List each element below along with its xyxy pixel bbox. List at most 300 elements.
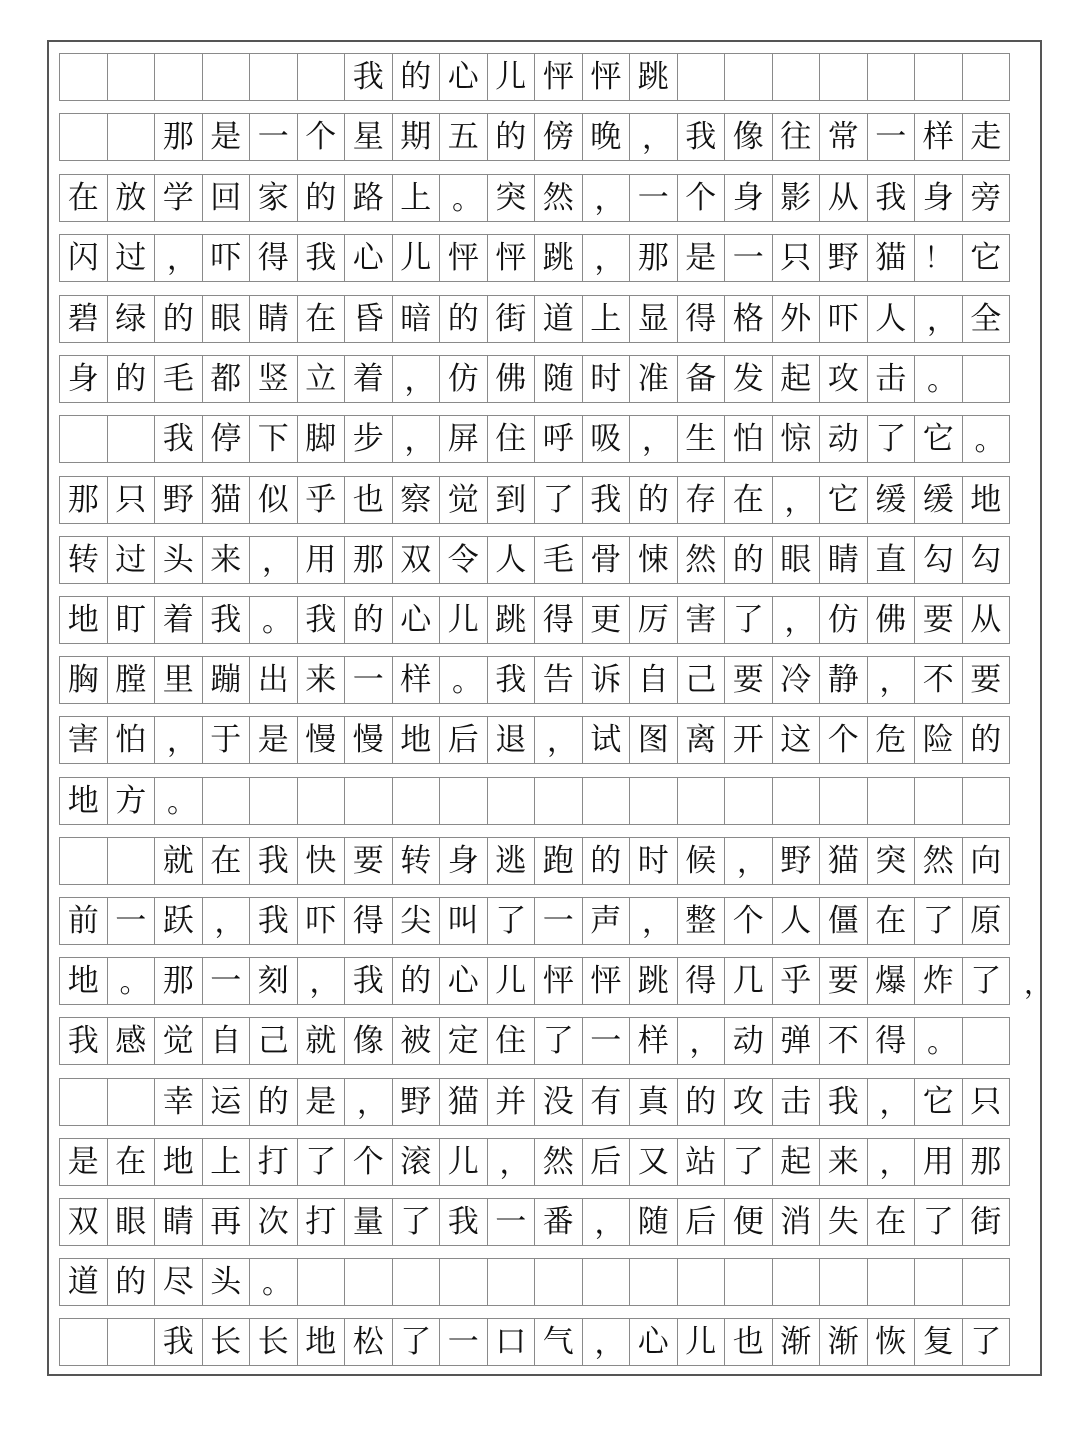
grid-cell: 有 bbox=[583, 1079, 631, 1125]
grid-cell: ， bbox=[630, 416, 678, 462]
grid-cell bbox=[488, 778, 536, 824]
grid-cell: 的 bbox=[725, 537, 773, 583]
grid-cell: 放 bbox=[108, 175, 156, 221]
grid-row bbox=[59, 234, 1010, 282]
grid-cell: 离 bbox=[678, 717, 726, 763]
grid-cell: ， bbox=[203, 898, 251, 944]
grid-cell: 头 bbox=[203, 1259, 251, 1305]
grid-cell: 的 bbox=[393, 958, 441, 1004]
grid-cell: 运 bbox=[203, 1079, 251, 1125]
grid-cell: 觉 bbox=[440, 477, 488, 523]
grid-cell: 逃 bbox=[488, 838, 536, 884]
grid-cell: 猫 bbox=[440, 1079, 488, 1125]
grid-cell: ， bbox=[298, 958, 346, 1004]
grid-cell: 影 bbox=[773, 175, 821, 221]
grid-cell: 心 bbox=[630, 1319, 678, 1365]
grid-cell: 脚 bbox=[298, 416, 346, 462]
grid-cell: 然 bbox=[535, 175, 583, 221]
grid-cell: 跳 bbox=[488, 597, 536, 643]
grid-cell: 转 bbox=[393, 838, 441, 884]
grid-cell: 打 bbox=[250, 1139, 298, 1185]
grid-cell: 了 bbox=[393, 1199, 441, 1245]
grid-cell: ， bbox=[583, 175, 631, 221]
grid-cell: 人 bbox=[488, 537, 536, 583]
grid-cell: 上 bbox=[583, 296, 631, 342]
grid-cell: 立 bbox=[298, 356, 346, 402]
grid-cell: 眼 bbox=[773, 537, 821, 583]
grid-cell: 番 bbox=[535, 1199, 583, 1245]
grid-cell bbox=[203, 54, 251, 100]
grid-cell: 怦 bbox=[488, 235, 536, 281]
grid-cell: 一 bbox=[250, 114, 298, 160]
grid-cell: 怕 bbox=[108, 717, 156, 763]
grid-cell: 走 bbox=[963, 114, 1011, 160]
grid-cell: 呼 bbox=[535, 416, 583, 462]
grid-cell: 令 bbox=[440, 537, 488, 583]
grid-cell: 旁 bbox=[963, 175, 1011, 221]
grid-cell: 全 bbox=[963, 296, 1011, 342]
grid-cell: 险 bbox=[915, 717, 963, 763]
grid-cell: 这 bbox=[773, 717, 821, 763]
grid-cell: ， bbox=[393, 356, 441, 402]
grid-row bbox=[59, 716, 1010, 764]
grid-cell: 它 bbox=[963, 235, 1011, 281]
grid-cell: 次 bbox=[250, 1199, 298, 1245]
grid-cell: 察 bbox=[393, 477, 441, 523]
grid-cell: 地 bbox=[393, 717, 441, 763]
grid-cell: 我 bbox=[60, 1018, 108, 1064]
grid-cell: 的 bbox=[963, 717, 1011, 763]
grid-cell: 随 bbox=[630, 1199, 678, 1245]
grid-cell: ， bbox=[773, 597, 821, 643]
grid-cell bbox=[60, 114, 108, 160]
grid-cell: 着 bbox=[155, 597, 203, 643]
grid-cell: 一 bbox=[630, 175, 678, 221]
grid-cell: 常 bbox=[820, 114, 868, 160]
grid-cell: 打 bbox=[298, 1199, 346, 1245]
grid-cell: 尽 bbox=[155, 1259, 203, 1305]
grid-cell: 五 bbox=[440, 114, 488, 160]
grid-cell bbox=[583, 778, 631, 824]
grid-cell: 了 bbox=[725, 597, 773, 643]
grid-cell: 我 bbox=[868, 175, 916, 221]
grid-cell: 静 bbox=[820, 657, 868, 703]
grid-cell: 身 bbox=[725, 175, 773, 221]
grid-cell: 野 bbox=[773, 838, 821, 884]
grid-cell: 那 bbox=[155, 958, 203, 1004]
grid-cell: 来 bbox=[820, 1139, 868, 1185]
grid-cell: 时 bbox=[630, 838, 678, 884]
grid-cell: 炸 bbox=[915, 958, 963, 1004]
grid-cell: 复 bbox=[915, 1319, 963, 1365]
grid-row bbox=[59, 415, 1010, 463]
grid-cell: 毛 bbox=[155, 356, 203, 402]
grid-cell: 胸 bbox=[60, 657, 108, 703]
grid-cell: ， bbox=[868, 657, 916, 703]
grid-cell: 的 bbox=[108, 1259, 156, 1305]
grid-cell: 道 bbox=[60, 1259, 108, 1305]
grid-cell: 路 bbox=[345, 175, 393, 221]
grid-cell: 昏 bbox=[345, 296, 393, 342]
grid-cell: 佛 bbox=[868, 597, 916, 643]
grid-cell: 眼 bbox=[108, 1199, 156, 1245]
grid-cell: 。 bbox=[440, 657, 488, 703]
grid-cell: 更 bbox=[583, 597, 631, 643]
grid-row bbox=[59, 837, 1010, 885]
grid-cell: 气 bbox=[535, 1319, 583, 1365]
grid-cell: 。 bbox=[440, 175, 488, 221]
grid-cell: 悚 bbox=[630, 537, 678, 583]
grid-cell: 突 bbox=[488, 175, 536, 221]
grid-cell: 住 bbox=[488, 1018, 536, 1064]
grid-cell: 的 bbox=[393, 54, 441, 100]
grid-cell: 的 bbox=[488, 114, 536, 160]
grid-row bbox=[59, 295, 1010, 343]
grid-cell: 它 bbox=[915, 416, 963, 462]
grid-cell: 的 bbox=[678, 1079, 726, 1125]
grid-cell: 从 bbox=[963, 597, 1011, 643]
grid-cell: 儿 bbox=[440, 1139, 488, 1185]
grid-cell: 仿 bbox=[820, 597, 868, 643]
grid-cell: 身 bbox=[60, 356, 108, 402]
grid-cell bbox=[108, 838, 156, 884]
grid-row bbox=[59, 1017, 1010, 1065]
grid-cell: 。 bbox=[915, 1018, 963, 1064]
grid-cell: 膛 bbox=[108, 657, 156, 703]
grid-cell: 一 bbox=[345, 657, 393, 703]
grid-cell: 身 bbox=[440, 838, 488, 884]
grid-cell: 在 bbox=[725, 477, 773, 523]
grid-cell: 来 bbox=[298, 657, 346, 703]
grid-cell: ， bbox=[583, 1319, 631, 1365]
grid-cell: 我 bbox=[298, 597, 346, 643]
grid-cell: 危 bbox=[868, 717, 916, 763]
grid-cell: 它 bbox=[915, 1079, 963, 1125]
grid-cell: 是 bbox=[60, 1139, 108, 1185]
grid-cell: 声 bbox=[583, 898, 631, 944]
grid-cell: 心 bbox=[393, 597, 441, 643]
grid-cell: 个 bbox=[345, 1139, 393, 1185]
grid-cell: 要 bbox=[725, 657, 773, 703]
grid-cell: 样 bbox=[630, 1018, 678, 1064]
grid-cell: 在 bbox=[60, 175, 108, 221]
grid-cell: 突 bbox=[868, 838, 916, 884]
grid-cell: 儿 bbox=[678, 1319, 726, 1365]
grid-cell: 惊 bbox=[773, 416, 821, 462]
grid-cell bbox=[725, 778, 773, 824]
grid-cell: 存 bbox=[678, 477, 726, 523]
grid-cell: 乎 bbox=[298, 477, 346, 523]
grid-cell: 自 bbox=[203, 1018, 251, 1064]
grid-cell: 然 bbox=[535, 1139, 583, 1185]
grid-cell: 怦 bbox=[535, 54, 583, 100]
grid-cell: ， bbox=[583, 1199, 631, 1245]
grid-cell: 后 bbox=[440, 717, 488, 763]
grid-cell: 是 bbox=[250, 717, 298, 763]
grid-cell bbox=[535, 778, 583, 824]
grid-cell: 渐 bbox=[820, 1319, 868, 1365]
grid-cell bbox=[108, 416, 156, 462]
grid-cell: 怦 bbox=[583, 54, 631, 100]
grid-cell: 一 bbox=[203, 958, 251, 1004]
grid-cell: 住 bbox=[488, 416, 536, 462]
grid-cell: 我 bbox=[345, 54, 393, 100]
grid-cell: ， bbox=[725, 838, 773, 884]
grid-cell: 刻 bbox=[250, 958, 298, 1004]
grid-cell: 过 bbox=[108, 537, 156, 583]
grid-cell: 便 bbox=[725, 1199, 773, 1245]
grid-cell: 图 bbox=[630, 717, 678, 763]
grid-cell bbox=[915, 54, 963, 100]
grid-cell: 样 bbox=[915, 114, 963, 160]
grid-cell: 退 bbox=[488, 717, 536, 763]
grid-cell: 步 bbox=[345, 416, 393, 462]
grid-cell: 爆 bbox=[868, 958, 916, 1004]
grid-cell: 长 bbox=[250, 1319, 298, 1365]
grid-cell: 又 bbox=[630, 1139, 678, 1185]
grid-cell: 吓 bbox=[203, 235, 251, 281]
grid-cell: 碧 bbox=[60, 296, 108, 342]
grid-cell: 停 bbox=[203, 416, 251, 462]
grid-cell: 用 bbox=[298, 537, 346, 583]
grid-cell: 街 bbox=[963, 1199, 1011, 1245]
grid-cell: 双 bbox=[60, 1199, 108, 1245]
grid-cell: 了 bbox=[535, 477, 583, 523]
grid-cell: 仿 bbox=[440, 356, 488, 402]
grid-cell: 我 bbox=[298, 235, 346, 281]
grid-cell: 睛 bbox=[155, 1199, 203, 1245]
grid-cell: 一 bbox=[108, 898, 156, 944]
grid-cell bbox=[298, 54, 346, 100]
grid-cell: 暗 bbox=[393, 296, 441, 342]
grid-cell: 人 bbox=[773, 898, 821, 944]
grid-cell: 。 bbox=[250, 1259, 298, 1305]
grid-cell: 怦 bbox=[440, 235, 488, 281]
grid-cell: 头 bbox=[155, 537, 203, 583]
grid-cell bbox=[60, 838, 108, 884]
grid-cell bbox=[630, 778, 678, 824]
grid-cell bbox=[108, 54, 156, 100]
grid-cell bbox=[60, 1079, 108, 1125]
grid-cell: 前 bbox=[60, 898, 108, 944]
grid-cell: 个 bbox=[298, 114, 346, 160]
grid-cell: 我 bbox=[820, 1079, 868, 1125]
grid-cell: 了 bbox=[963, 1319, 1011, 1365]
grid-cell: ， bbox=[868, 1079, 916, 1125]
grid-cell: 要 bbox=[915, 597, 963, 643]
grid-cell: 地 bbox=[60, 958, 108, 1004]
grid-cell: 只 bbox=[773, 235, 821, 281]
grid-cell: ， bbox=[155, 235, 203, 281]
grid-cell: 骨 bbox=[583, 537, 631, 583]
grid-cell: 恢 bbox=[868, 1319, 916, 1365]
grid-cell: 了 bbox=[963, 958, 1011, 1004]
grid-cell: 然 bbox=[915, 838, 963, 884]
grid-cell: 冷 bbox=[773, 657, 821, 703]
grid-cell: 再 bbox=[203, 1199, 251, 1245]
grid-cell bbox=[250, 778, 298, 824]
grid-cell: 我 bbox=[488, 657, 536, 703]
grid-cell: 猫 bbox=[868, 235, 916, 281]
grid-cell: 渐 bbox=[773, 1319, 821, 1365]
grid-cell: 叫 bbox=[440, 898, 488, 944]
grid-cell bbox=[915, 1259, 963, 1305]
grid-cell: 我 bbox=[250, 838, 298, 884]
grid-cell: 野 bbox=[820, 235, 868, 281]
grid-cell: 定 bbox=[440, 1018, 488, 1064]
grid-cell: 站 bbox=[678, 1139, 726, 1185]
grid-cell: 那 bbox=[630, 235, 678, 281]
grid-cell: 睛 bbox=[820, 537, 868, 583]
grid-cell: 地 bbox=[60, 597, 108, 643]
grid-cell: 跳 bbox=[535, 235, 583, 281]
grid-cell: 绿 bbox=[108, 296, 156, 342]
grid-cell: 个 bbox=[725, 898, 773, 944]
grid-cell: 回 bbox=[203, 175, 251, 221]
grid-cell: 我 bbox=[155, 1319, 203, 1365]
grid-cell: 厉 bbox=[630, 597, 678, 643]
grid-cell bbox=[820, 1259, 868, 1305]
grid-cell bbox=[583, 1259, 631, 1305]
grid-cell: 怦 bbox=[535, 958, 583, 1004]
grid-cell: ， bbox=[773, 477, 821, 523]
grid-cell: 一 bbox=[440, 1319, 488, 1365]
grid-row bbox=[59, 174, 1010, 222]
grid-row bbox=[59, 113, 1010, 161]
grid-cell bbox=[298, 778, 346, 824]
grid-cell: 像 bbox=[725, 114, 773, 160]
grid-cell: 样 bbox=[393, 657, 441, 703]
grid-cell: 勾 bbox=[963, 537, 1011, 583]
grid-cell: 了 bbox=[535, 1018, 583, 1064]
grid-cell: 没 bbox=[535, 1079, 583, 1125]
grid-cell: 跃 bbox=[155, 898, 203, 944]
grid-cell: 消 bbox=[773, 1199, 821, 1245]
grid-cell: 后 bbox=[678, 1199, 726, 1245]
grid-cell: 的 bbox=[440, 296, 488, 342]
grid-cell: 街 bbox=[488, 296, 536, 342]
margin-punctuation: ， bbox=[1024, 967, 1053, 1000]
grid-cell: 得 bbox=[250, 235, 298, 281]
grid-cell: 不 bbox=[820, 1018, 868, 1064]
grid-cell bbox=[108, 1319, 156, 1365]
grid-cell: 那 bbox=[155, 114, 203, 160]
grid-cell: ， bbox=[583, 235, 631, 281]
grid-row bbox=[59, 897, 1010, 945]
grid-cell: 缓 bbox=[868, 477, 916, 523]
grid-cell: 向 bbox=[963, 838, 1011, 884]
grid-cell: 尖 bbox=[393, 898, 441, 944]
grid-cell: 心 bbox=[440, 54, 488, 100]
grid-cell: 被 bbox=[393, 1018, 441, 1064]
grid-cell: 眼 bbox=[203, 296, 251, 342]
grid-cell: 量 bbox=[345, 1199, 393, 1245]
grid-cell: 僵 bbox=[820, 898, 868, 944]
grid-cell: 着 bbox=[345, 356, 393, 402]
grid-cell: 。 bbox=[915, 356, 963, 402]
grid-cell: 然 bbox=[678, 537, 726, 583]
grid-cell: 儿 bbox=[488, 54, 536, 100]
grid-cell bbox=[820, 54, 868, 100]
grid-row bbox=[59, 1198, 1010, 1246]
grid-cell: 要 bbox=[963, 657, 1011, 703]
grid-cell: 野 bbox=[393, 1079, 441, 1125]
grid-cell: 得 bbox=[678, 296, 726, 342]
grid-cell: 勾 bbox=[915, 537, 963, 583]
grid-cell: 弹 bbox=[773, 1018, 821, 1064]
grid-cell: 上 bbox=[203, 1139, 251, 1185]
grid-cell: 一 bbox=[868, 114, 916, 160]
grid-cell: 竖 bbox=[250, 356, 298, 402]
grid-cell: 怦 bbox=[583, 958, 631, 1004]
grid-cell: 一 bbox=[725, 235, 773, 281]
grid-cell: 要 bbox=[820, 958, 868, 1004]
grid-cell: 动 bbox=[820, 416, 868, 462]
grid-cell: 感 bbox=[108, 1018, 156, 1064]
grid-cell bbox=[535, 1259, 583, 1305]
grid-cell: ， bbox=[155, 717, 203, 763]
grid-cell bbox=[773, 54, 821, 100]
grid-cell: 佛 bbox=[488, 356, 536, 402]
grid-cell bbox=[440, 1259, 488, 1305]
grid-cell: 的 bbox=[583, 838, 631, 884]
grid-cell bbox=[963, 1018, 1011, 1064]
grid-cell: ， bbox=[915, 296, 963, 342]
grid-cell: 的 bbox=[298, 175, 346, 221]
grid-row bbox=[59, 476, 1010, 524]
grid-cell bbox=[60, 54, 108, 100]
grid-cell bbox=[440, 778, 488, 824]
grid-cell bbox=[298, 1259, 346, 1305]
grid-cell: 我 bbox=[678, 114, 726, 160]
grid-cell: 过 bbox=[108, 235, 156, 281]
grid-cell: 来 bbox=[203, 537, 251, 583]
grid-cell: 了 bbox=[298, 1139, 346, 1185]
grid-cell: ， bbox=[678, 1018, 726, 1064]
grid-cell: 我 bbox=[250, 898, 298, 944]
grid-cell: 里 bbox=[155, 657, 203, 703]
grid-cell: 口 bbox=[488, 1319, 536, 1365]
grid-cell: 不 bbox=[915, 657, 963, 703]
grid-cell: 得 bbox=[868, 1018, 916, 1064]
grid-cell: 它 bbox=[820, 477, 868, 523]
grid-cell: 那 bbox=[345, 537, 393, 583]
grid-cell: 似 bbox=[250, 477, 298, 523]
grid-cell: 身 bbox=[915, 175, 963, 221]
grid-row bbox=[59, 53, 1010, 101]
grid-cell bbox=[250, 54, 298, 100]
grid-cell: 就 bbox=[298, 1018, 346, 1064]
grid-cell bbox=[773, 1259, 821, 1305]
grid-cell: 地 bbox=[60, 778, 108, 824]
grid-cell: 生 bbox=[678, 416, 726, 462]
grid-cell bbox=[915, 778, 963, 824]
grid-cell: 蹦 bbox=[203, 657, 251, 703]
grid-cell: 猫 bbox=[820, 838, 868, 884]
grid-cell: 外 bbox=[773, 296, 821, 342]
grid-cell: 跑 bbox=[535, 838, 583, 884]
grid-cell: 在 bbox=[108, 1139, 156, 1185]
grid-cell: 跳 bbox=[630, 958, 678, 1004]
grid-cell: 击 bbox=[773, 1079, 821, 1125]
grid-cell bbox=[963, 356, 1011, 402]
grid-cell bbox=[678, 54, 726, 100]
grid-cell: 也 bbox=[725, 1319, 773, 1365]
grid-cell: 慢 bbox=[298, 717, 346, 763]
grid-cell: ， bbox=[535, 717, 583, 763]
grid-cell: 吸 bbox=[583, 416, 631, 462]
grid-cell: 显 bbox=[630, 296, 678, 342]
